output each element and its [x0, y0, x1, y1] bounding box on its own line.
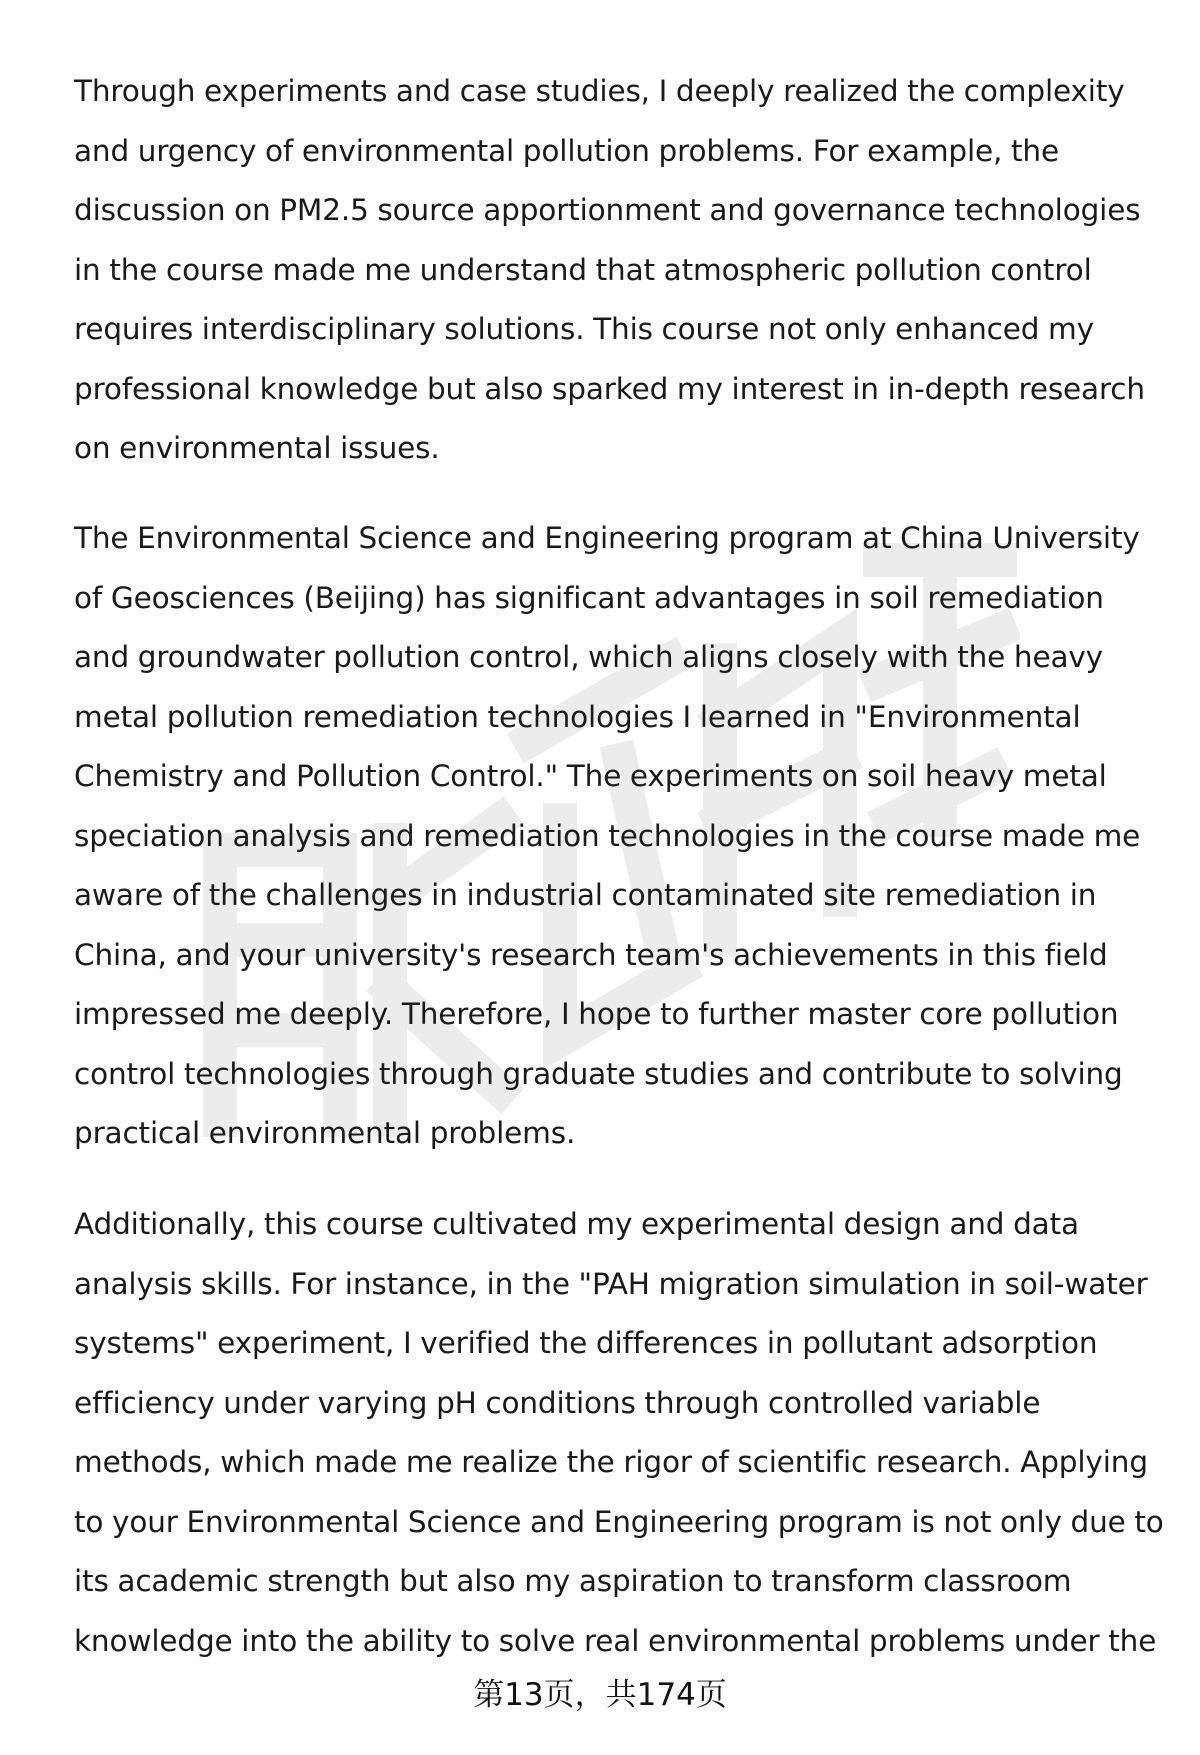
paragraph-3: Additionally, this course cultivated my experimental design and data analysis skills. For instance, in the "PAH migration simulation in soil-water systems" experiment, I verified the differences in pollutant adsorption efficiency under varying pH conditions through controlled variable methods, which made me realize the rigor of scientific research. Applying to your Environmental Science and Engineering program is not only due to its academic strength but also my aspiration to transform classroom knowledge into the ability to solve real environmental problems under the	[74, 1207, 1164, 1658]
paragraph-2: The Environmental Science and Engineering program at China University of Geosciences (Beijing) has significant advantages in soil remediation and groundwater pollution control, which aligns closely with the heavy metal pollution remediation technologies I learned in "Environmental Chemistry and Pollution Control." The experiments on soil heavy metal speciation analysis and remediation technologies in the course made me aware of the challenges in industrial contaminated site remediation in China, and your university's research team's achievements in this field impressed me deeply. Therefore, I hope to further master core pollution control technologies through graduate studies and contribute to solving practical environmental problems.	[74, 521, 1141, 1150]
page-number-footer: 第13页，共174页	[473, 1677, 727, 1713]
paragraph-1: Through experiments and case studies, I deeply realized the complexity and urgency of environmental pollution problems. For example, the discussion on PM2.5 source apportionment and governance technologies in the course made me understand that atmospheric pollution control requires interdisciplinary solutions. This course not only enhanced my professional knowledge but also sparked my interest in in-depth research on environmental issues.	[74, 74, 1145, 465]
